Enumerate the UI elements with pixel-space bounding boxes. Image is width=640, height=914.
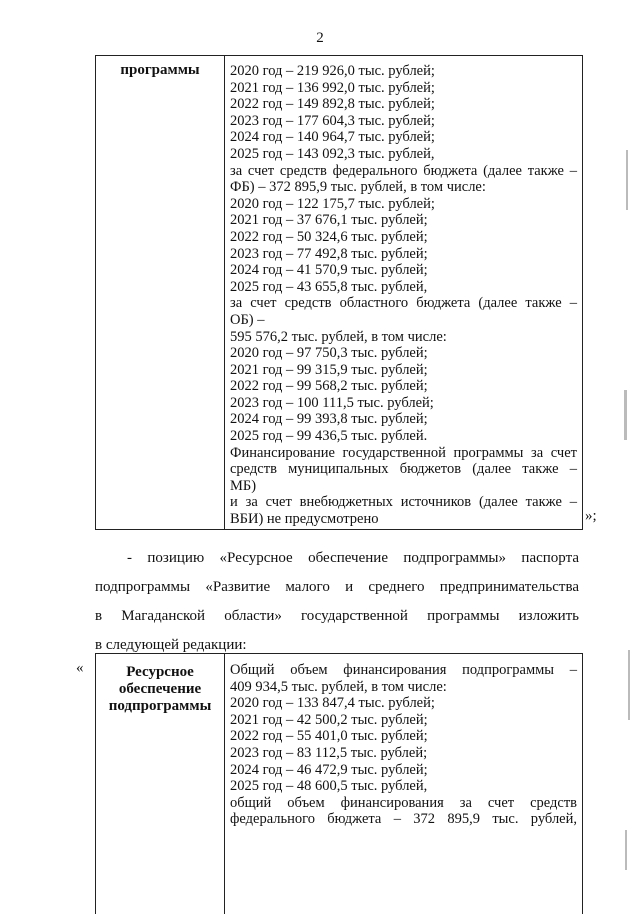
- paragraph-line: в следующей редакции:: [95, 637, 247, 653]
- financing-details-cell: [230, 63, 577, 528]
- text-line: за счет средств областного бюджета (далее также –: [230, 295, 577, 312]
- text-line: 2021 год – 99 315,9 тыс. рублей;: [230, 361, 428, 378]
- text-line: 2022 год – 50 324,6 тыс. рублей;: [230, 228, 428, 245]
- paragraph-line: в Магаданской области» государственной программы изложить: [95, 608, 579, 624]
- text-line: 2021 год – 42 500,2 тыс. рублей;: [230, 711, 428, 728]
- text-line: 2024 год – 140 964,7 тыс. рублей;: [230, 129, 435, 146]
- subprogram-resources-table: [95, 653, 583, 914]
- row-label-resursnoe-obespechenie: [96, 664, 224, 715]
- text-line: ФБ) – 372 895,9 тыс. рублей, в том числе:: [230, 179, 486, 196]
- text-line: за счет средств федерального бюджета (далее также –: [230, 162, 577, 179]
- row-label-programmy: программы: [120, 62, 200, 78]
- text-line: 409 934,5 тыс. рублей, в том числе:: [230, 678, 447, 695]
- text-line: 2022 год – 55 401,0 тыс. рублей;: [230, 728, 428, 745]
- text-line: 2021 год – 37 676,1 тыс. рублей;: [230, 212, 428, 229]
- text-line: общий объем финансирования за счет средств: [230, 794, 577, 811]
- financing-table-continued: [95, 55, 583, 530]
- text-line: 2020 год – 133 847,4 тыс. рублей;: [230, 695, 435, 712]
- text-line: 595 576,2 тыс. рублей, в том числе:: [230, 328, 447, 345]
- column-divider: [224, 654, 225, 914]
- paragraph-line: подпрограммы «Развитие малого и среднего предпринимательства: [95, 579, 579, 595]
- text-line: Общий объем финансирования подпрограммы –: [230, 662, 577, 678]
- text-line: МБ): [230, 477, 257, 494]
- text-line: 2024 год – 41 570,9 тыс. рублей;: [230, 262, 428, 279]
- text-line: 2024 год – 46 472,9 тыс. рублей;: [230, 761, 428, 778]
- text-line: 2025 год – 48 600,5 тыс. рублей,: [230, 778, 428, 795]
- amendment-paragraph: [95, 544, 579, 660]
- text-line: Финансирование государственной программы за счет: [230, 444, 577, 461]
- text-line: 2020 год – 97 750,3 тыс. рублей;: [230, 345, 428, 362]
- closing-quote: »;: [585, 508, 597, 524]
- label-line: обеспечение: [118, 681, 202, 697]
- text-line: средств муниципальных бюджетов (далее также –: [230, 461, 577, 478]
- label-line: подпрограммы: [108, 698, 212, 714]
- label-line: Ресурсное: [126, 664, 194, 680]
- text-line: 2023 год – 100 111,5 тыс. рублей;: [230, 394, 434, 411]
- text-line: 2021 год – 136 992,0 тыс. рублей;: [230, 79, 435, 96]
- page-number: 2: [316, 30, 324, 46]
- scan-artifact: [628, 650, 630, 720]
- text-line: 2020 год – 122 175,7 тыс. рублей;: [230, 195, 435, 212]
- scan-artifact: [624, 390, 627, 440]
- paragraph-line: - позицию «Ресурсное обеспечение подпрограммы» паспорта: [127, 550, 579, 566]
- text-line: 2023 год – 77 492,8 тыс. рублей;: [230, 245, 428, 262]
- text-line: федерального бюджета – 372 895,9 тыс. рублей,: [230, 811, 577, 828]
- text-line: 2024 год – 99 393,8 тыс. рублей;: [230, 411, 428, 428]
- text-line: 2025 год – 99 436,5 тыс. рублей.: [230, 428, 428, 445]
- text-line: 2022 год – 99 568,2 тыс. рублей;: [230, 378, 428, 395]
- opening-quote: «: [76, 660, 84, 676]
- text-line: и за счет внебюджетных источников (далее также –: [230, 494, 577, 511]
- column-divider: [224, 56, 225, 529]
- text-line: ОБ) –: [230, 311, 265, 328]
- text-line: 2025 год – 143 092,3 тыс. рублей,: [230, 145, 435, 162]
- text-line: 2020 год – 219 926,0 тыс. рублей;: [230, 63, 435, 79]
- text-line: 2025 год – 43 655,8 тыс. рублей,: [230, 278, 428, 295]
- text-line: 2022 год – 149 892,8 тыс. рублей;: [230, 96, 435, 113]
- text-line: 2023 год – 177 604,3 тыс. рублей;: [230, 112, 435, 129]
- subprogram-financing-cell: [230, 662, 577, 828]
- scan-artifact: [625, 830, 627, 870]
- text-line: 2023 год – 83 112,5 тыс. рублей;: [230, 744, 428, 761]
- scan-artifact: [626, 150, 628, 210]
- text-line: ВБИ) не предусмотрено: [230, 511, 379, 528]
